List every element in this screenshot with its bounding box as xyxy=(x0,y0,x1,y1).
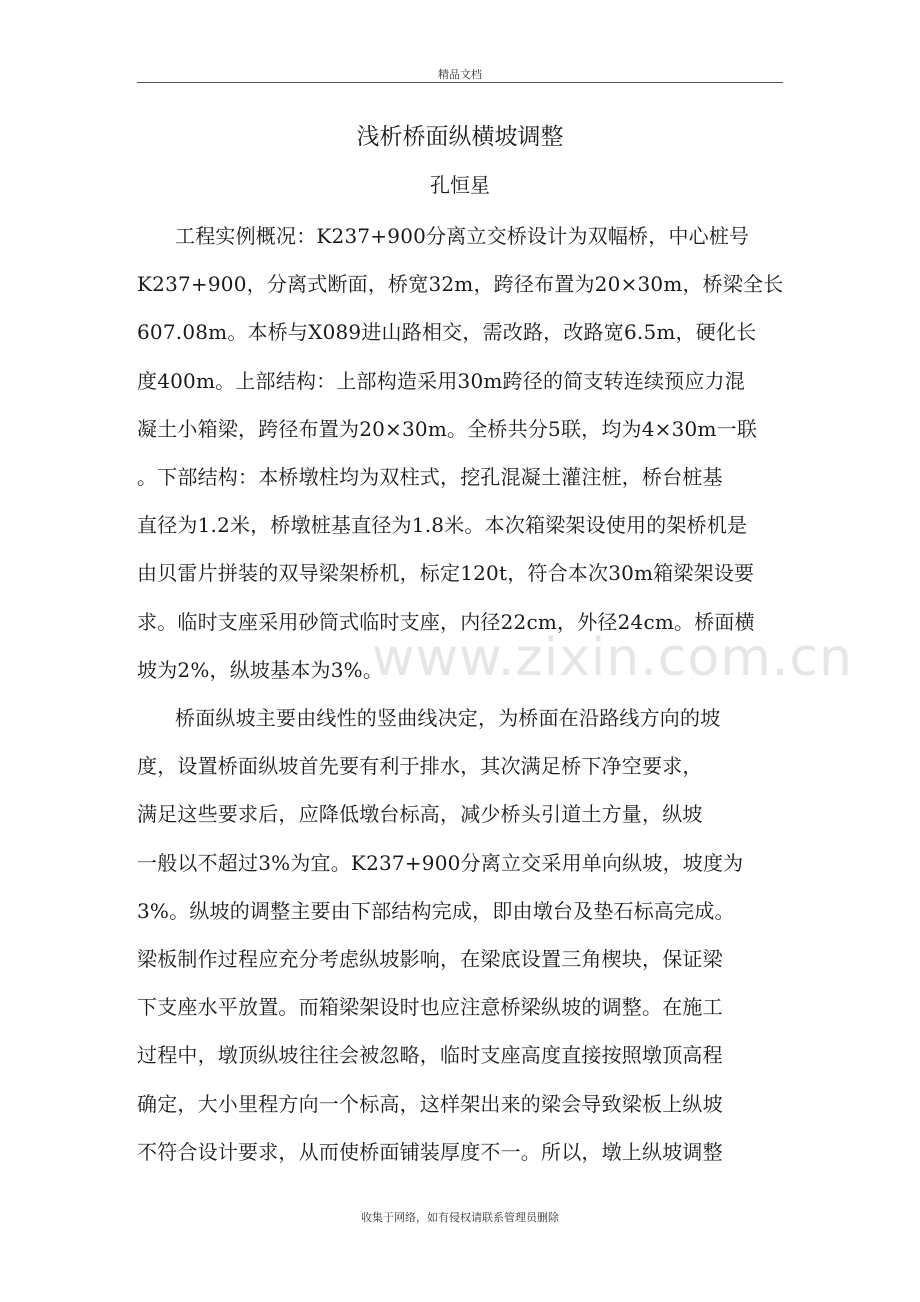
text-line: 满足这些要求后，应降低墩台标高，减少桥头引道土方量，纵坡 xyxy=(137,802,703,827)
document-author: 孔恒星 xyxy=(430,173,490,197)
text-line: K237+900，分离式断面，桥宽32m，跨径布置为20×30m，桥梁全长 xyxy=(137,272,783,297)
text-line: 不符合设计要求，从而使桥面铺装厚度不一。所以，墩上纵坡调整 xyxy=(137,1139,723,1164)
header-divider xyxy=(137,82,783,83)
text-line: 梁板制作过程应充分考虑纵坡影响，在梁底设置三角楔块，保证梁 xyxy=(137,946,723,971)
paragraph-longitudinal-slope xyxy=(137,694,783,1176)
text-line: 。下部结构：本桥墩柱均为双柱式，挖孔混凝土灌注桩，桥台桩基 xyxy=(137,464,723,489)
page-footer-label: 收集于网络，如有侵权请联系管理员删除 xyxy=(361,1211,559,1224)
text-line: 下支座水平放置。而箱梁架设时也应注意桥梁纵坡的调整。在施工 xyxy=(137,995,723,1020)
text-line: 一般以不超过3%为宜。K237+900分离立交采用单向纵坡，坡度为 xyxy=(137,850,744,875)
text-line: 3%。纵坡的调整主要由下部结构完成，即由墩台及垫石标高完成。 xyxy=(137,898,735,923)
watermark: www.zixin.com.cn xyxy=(372,628,853,688)
text-line: 度400m。上部结构：上部构造采用30m跨径的简支转连续预应力混 xyxy=(137,368,745,393)
text-line: 直径为1.2米，桥墩桩基直径为1.8米。本次箱梁架设使用的架桥机是 xyxy=(137,513,748,538)
text-line: 坡为2%，纵坡基本为3%。 xyxy=(137,657,384,682)
page-header-label: 精品文档 xyxy=(438,68,482,81)
text-line: 凝土小箱梁，跨径布置为20×30m。全桥共分5联，均为4×30m一联 xyxy=(137,416,758,441)
text-line: 桥面纵坡主要由线性的竖曲线决定，为桥面在沿路线方向的坡 xyxy=(175,706,721,730)
paragraph-overview xyxy=(137,212,783,694)
text-line: 确定，大小里程方向一个标高，这样架出来的梁会导致梁板上纵坡 xyxy=(137,1091,723,1116)
text-line: 工程实例概况：K237+900分离立交桥设计为双幅桥，中心桩号 xyxy=(175,224,750,248)
text-line: 607.08m。本桥与X089进山路相交，需改路，改路宽6.5m，硬化长 xyxy=(137,320,757,345)
text-line: 过程中，墩顶纵坡往往会被忽略，临时支座高度直接按照墩顶高程 xyxy=(137,1043,723,1068)
document-title: 浅析桥面纵横坡调整 xyxy=(356,124,564,150)
text-line: 求。临时支座采用砂筒式临时支座，内径22cm，外径24cm。桥面横 xyxy=(137,609,755,634)
text-line: 由贝雷片拼装的双导梁架桥机，标定120t，符合本次30m箱梁架设要 xyxy=(137,561,755,586)
text-line: 度，设置桥面纵坡首先要有利于排水，其次满足桥下净空要求， xyxy=(137,754,703,779)
